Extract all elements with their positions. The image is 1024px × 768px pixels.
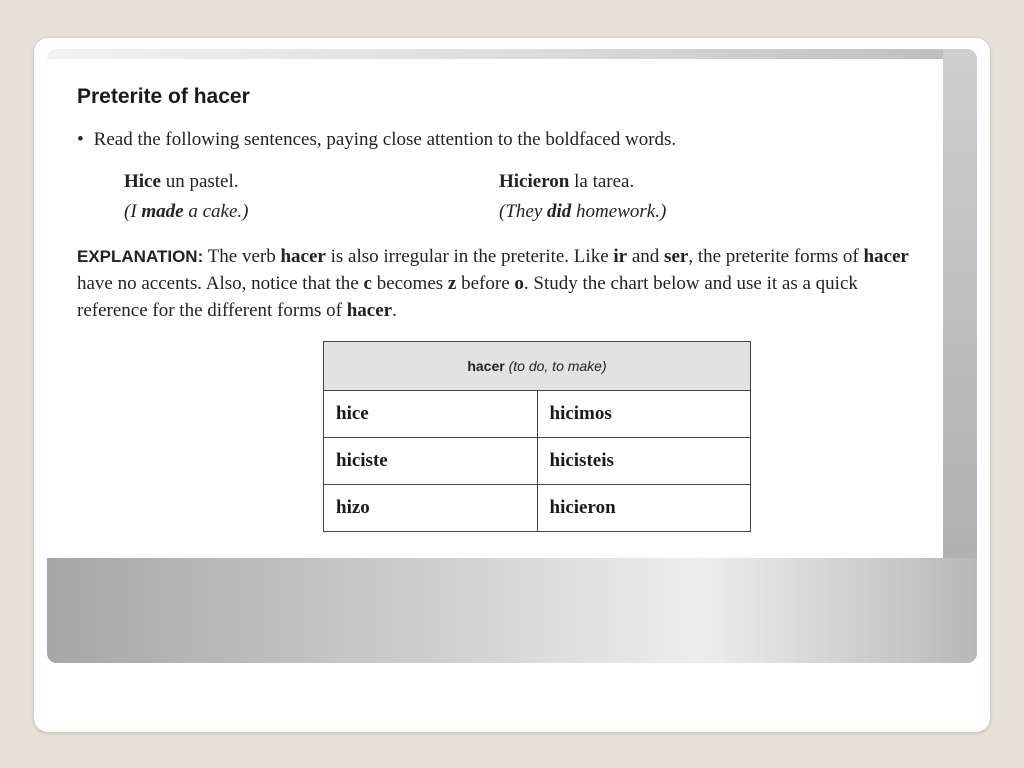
translation-bold-2: did [547,201,572,222]
table-cell: hizo [324,485,538,532]
explanation-bold: hacer [346,300,393,321]
textbook-page [47,59,943,558]
explanation-bold: ir [613,246,628,267]
instruction-text: Read the following sentences, paying close attention to the boldfaced words. [93,129,677,150]
explanation-text: , the preterite forms of [688,246,864,267]
explanation-text: The verb [203,246,281,267]
explanation-bold: c [363,273,372,294]
explanation-text: is also irregular in the preterite. Like [325,246,614,267]
example-translation-1 [124,201,249,223]
translation-pre-1: (I [124,201,142,222]
example-verb-2: Hicieron [499,171,570,192]
explanation-paragraph [77,243,917,324]
instruction-bullet [77,129,676,151]
explanation-label: EXPLANATION: [77,247,204,266]
explanation-text: and [627,246,665,267]
table-cell: hicisteis [537,438,751,485]
explanation-text: . [392,300,397,321]
table-cell: hice [324,391,538,438]
explanation-text: becomes [371,273,448,294]
table-header [324,342,751,391]
explanation-text: before [456,273,515,294]
conjugation-table [323,341,751,532]
table-cell: hicimos [537,391,751,438]
table-row [324,438,751,485]
table-header-row [324,342,751,391]
frame-bottom-band [47,558,977,663]
example-rest-1: un pastel. [160,171,239,192]
explanation-text: have no accents. Also, notice that the [77,273,364,294]
explanation-bold: ser [664,246,689,267]
table-header-meaning: (to do, to make) [508,358,607,374]
table-row [324,391,751,438]
example-sentence-2 [499,171,634,193]
table-row [324,485,751,532]
slide-frame [47,49,977,663]
table-cell: hiciste [324,438,538,485]
translation-pre-2: (They [499,201,548,222]
example-sentence-1 [124,171,239,193]
translation-bold-1: made [141,201,184,222]
translation-post-2: homework.) [571,201,667,222]
explanation-bold: hacer [280,246,326,267]
example-verb-1: Hice [124,171,161,192]
explanation-bold: hacer [863,246,909,267]
table-cell: hicieron [537,485,751,532]
page-title: Preterite of hacer [77,85,250,108]
slide [34,38,990,732]
explanation-bold: z [447,273,457,294]
explanation-text: . Study the chart below and use it as a quick reference for the different forms of [77,273,858,321]
explanation-bold: o [514,273,524,294]
table-header-verb: hacer [467,358,505,374]
example-translation-2 [499,201,666,223]
bullet-icon: • [77,129,84,150]
translation-post-1: a cake.) [183,201,249,222]
example-rest-2: la tarea. [569,171,635,192]
